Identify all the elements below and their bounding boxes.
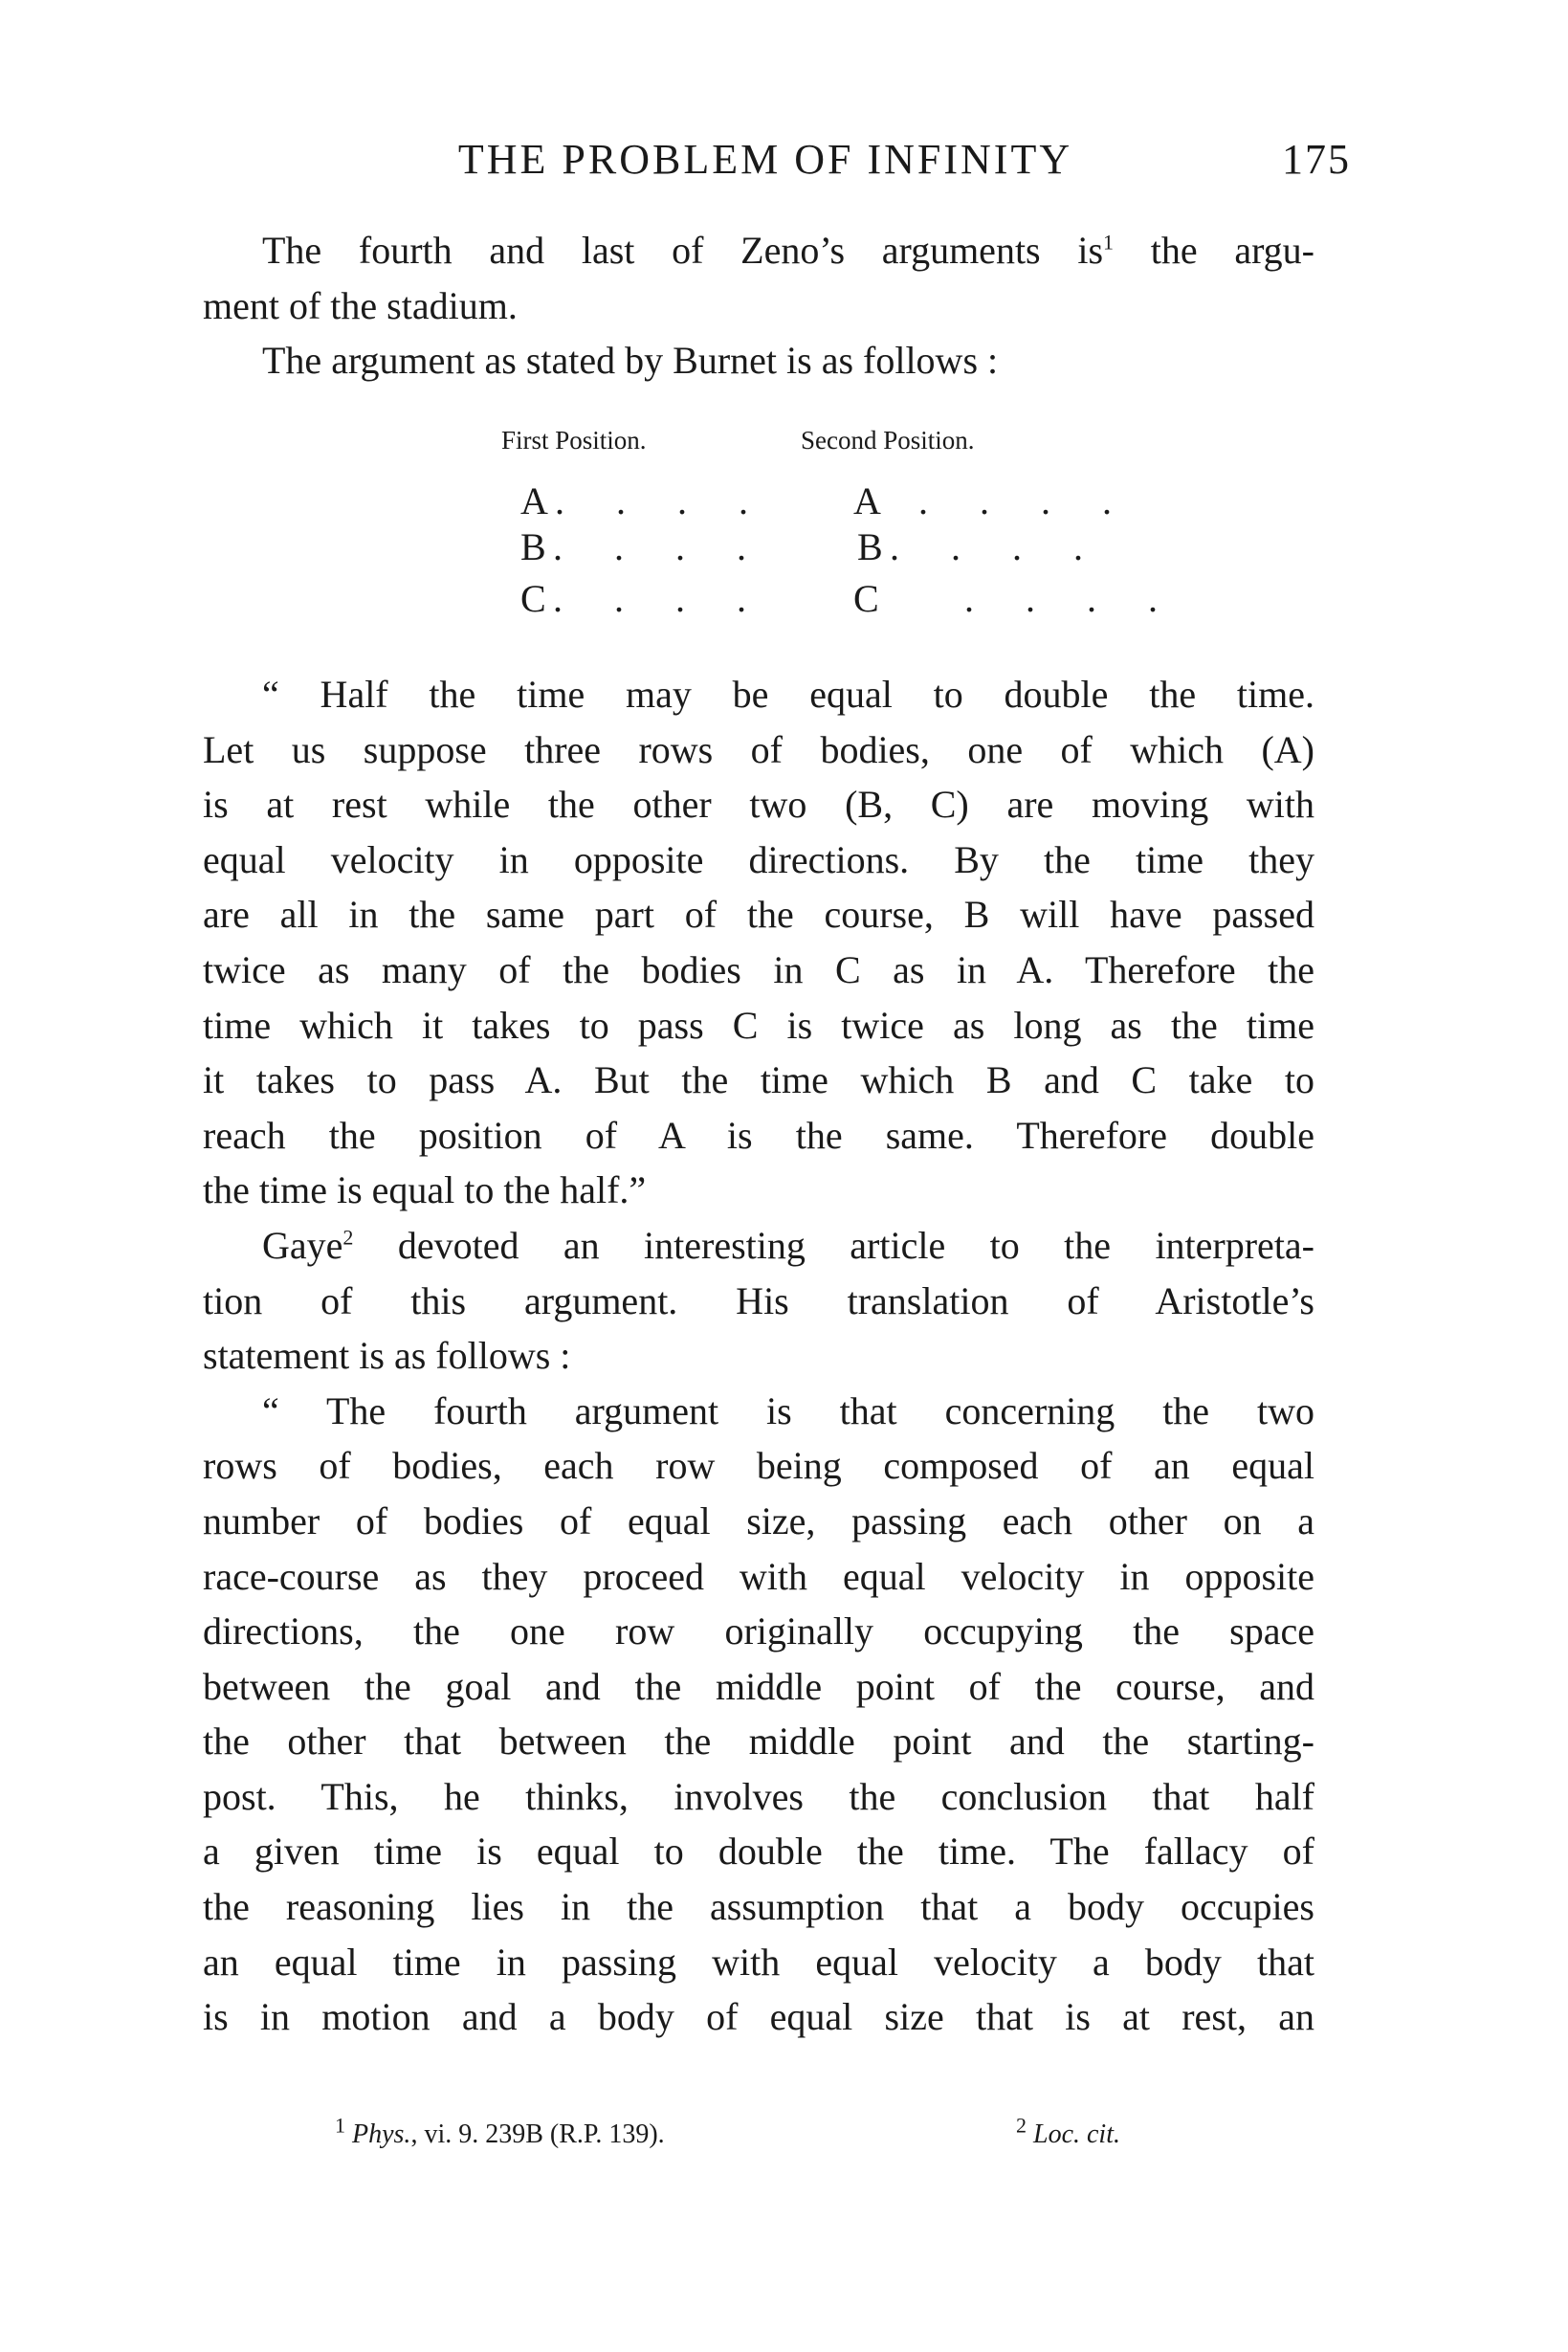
line-text: tion of this argument. His translation of Aristotle’s [203,1278,1314,1322]
line-text: “ Half the time may be equal to double the time. [262,673,1314,716]
text-line [203,223,1314,278]
line-text: “ The fourth argument is that concerning the two [262,1388,1314,1432]
row-b-first: B [520,525,546,568]
footnote-1 [335,2113,665,2150]
text-line [203,722,1314,778]
line-text: reach the position of A is the same. Therefore double [203,1113,1314,1157]
line-text: are all in the same part of the course, B will have passed [203,893,1314,937]
text-line [203,1053,1314,1108]
footnote-1-text: , vi. 9. 239B (R.P. 139). [410,2119,665,2149]
second-position-label: Second Position. [801,426,975,455]
text-line [203,1108,1314,1164]
text-line [203,1549,1314,1605]
row-b-second: B [857,525,883,568]
line-text: time which it takes to pass C is twice as long as the time [203,1003,1314,1047]
footnote-1-mark: 1 [335,2113,345,2138]
line-text: The fourth and last of Zeno’s arguments is [262,229,1104,272]
line-text-continued: devoted an interesting article to the interpreta- [353,1223,1314,1267]
footnote-1-title: Phys. [352,2119,411,2149]
line-text: rows of bodies, each row being composed of an equal [203,1444,1314,1488]
line-text: the other that between the middle point and the starting- [203,1720,1314,1764]
running-header: THE PROBLEM OF INFINITY [457,136,1073,183]
line-text: it takes to pass A. But the time which B and C take to [203,1058,1314,1102]
line-text: race-course as they proceed with equal velocity in opposite [203,1554,1314,1598]
intro-paragraphs [203,223,1314,388]
footnote-2-title: Loc. cit. [1033,2119,1120,2149]
text-line [203,1163,1314,1218]
row-a-second: A [853,479,881,522]
line-text: a given time is equal to double the time. The fallacy of [203,1830,1314,1874]
footnote-reference: 1 [1103,230,1115,255]
row-c-second-dots: . . . . [964,577,1179,620]
line-text: The argument as stated by Burnet is as follows : [262,339,999,383]
line-text: is in motion and a body of equal size that is at rest, an [203,1995,1314,2039]
text-line [203,1879,1314,1935]
line-text: is at rest while the other two (B, C) are moving with [203,783,1314,827]
text-line [203,943,1314,998]
footnote-reference: 2 [342,1225,354,1250]
line-text: number of bodies of equal size, passing each other on a [203,1498,1314,1542]
line-text-continued: the argu- [1114,229,1314,272]
text-line [203,1935,1314,1990]
line-text: Let us suppose three rows of bodies, one of which (A) [203,727,1314,771]
text-line [203,1494,1314,1549]
text-line [203,1769,1314,1825]
footnote-2 [1016,2113,1120,2150]
row-c-second: C [853,577,879,620]
text-line [203,1989,1314,2045]
text-line [203,777,1314,832]
text-line [203,1824,1314,1879]
line-text: Gaye [262,1223,343,1267]
first-position-label: First Position. [501,426,647,455]
line-text: ment of the stadium. [203,283,518,327]
line-text: directions, the one row originally occupying the space [203,1609,1314,1653]
row-b-first-dots: . . . . [553,525,767,568]
text-line [203,333,1314,388]
line-text: an equal time in passing with equal velocity a body that [203,1940,1314,1984]
text-line [203,1659,1314,1715]
text-line [203,832,1314,888]
line-text: twice as many of the bodies in C as in A. Therefore the [203,947,1314,991]
row-c-first-dots: . . . . [553,577,767,620]
text-line [203,1384,1314,1439]
text-line [203,998,1314,1054]
text-line [203,1274,1314,1329]
text-line [203,1438,1314,1494]
row-c-first: C [520,577,546,620]
body-text [203,667,1314,2045]
text-line [203,1328,1314,1384]
text-line [203,1604,1314,1659]
row-a-first: A [520,479,548,522]
text-line [203,1714,1314,1769]
line-text: between the goal and the middle point of the course, and [203,1664,1314,1708]
line-text: the reasoning lies in the assumption that a body occupies [203,1885,1314,1929]
row-a-first-dots: . . . . [555,479,769,522]
page-number: 175 [1282,136,1351,183]
line-text: statement is as follows : [203,1334,571,1378]
text-line [203,887,1314,943]
line-text: the time is equal to the half.” [203,1168,647,1212]
text-line [203,278,1314,334]
text-line [203,667,1314,722]
footnote-2-mark: 2 [1016,2113,1027,2138]
line-text: post. This, he thinks, involves the conclusion that half [203,1774,1314,1818]
line-text: equal velocity in opposite directions. By the time they [203,837,1314,881]
row-b-second-dots: . . . . [890,525,1104,568]
text-line [203,1218,1314,1274]
row-a-second-dots: . . . . [918,479,1133,522]
